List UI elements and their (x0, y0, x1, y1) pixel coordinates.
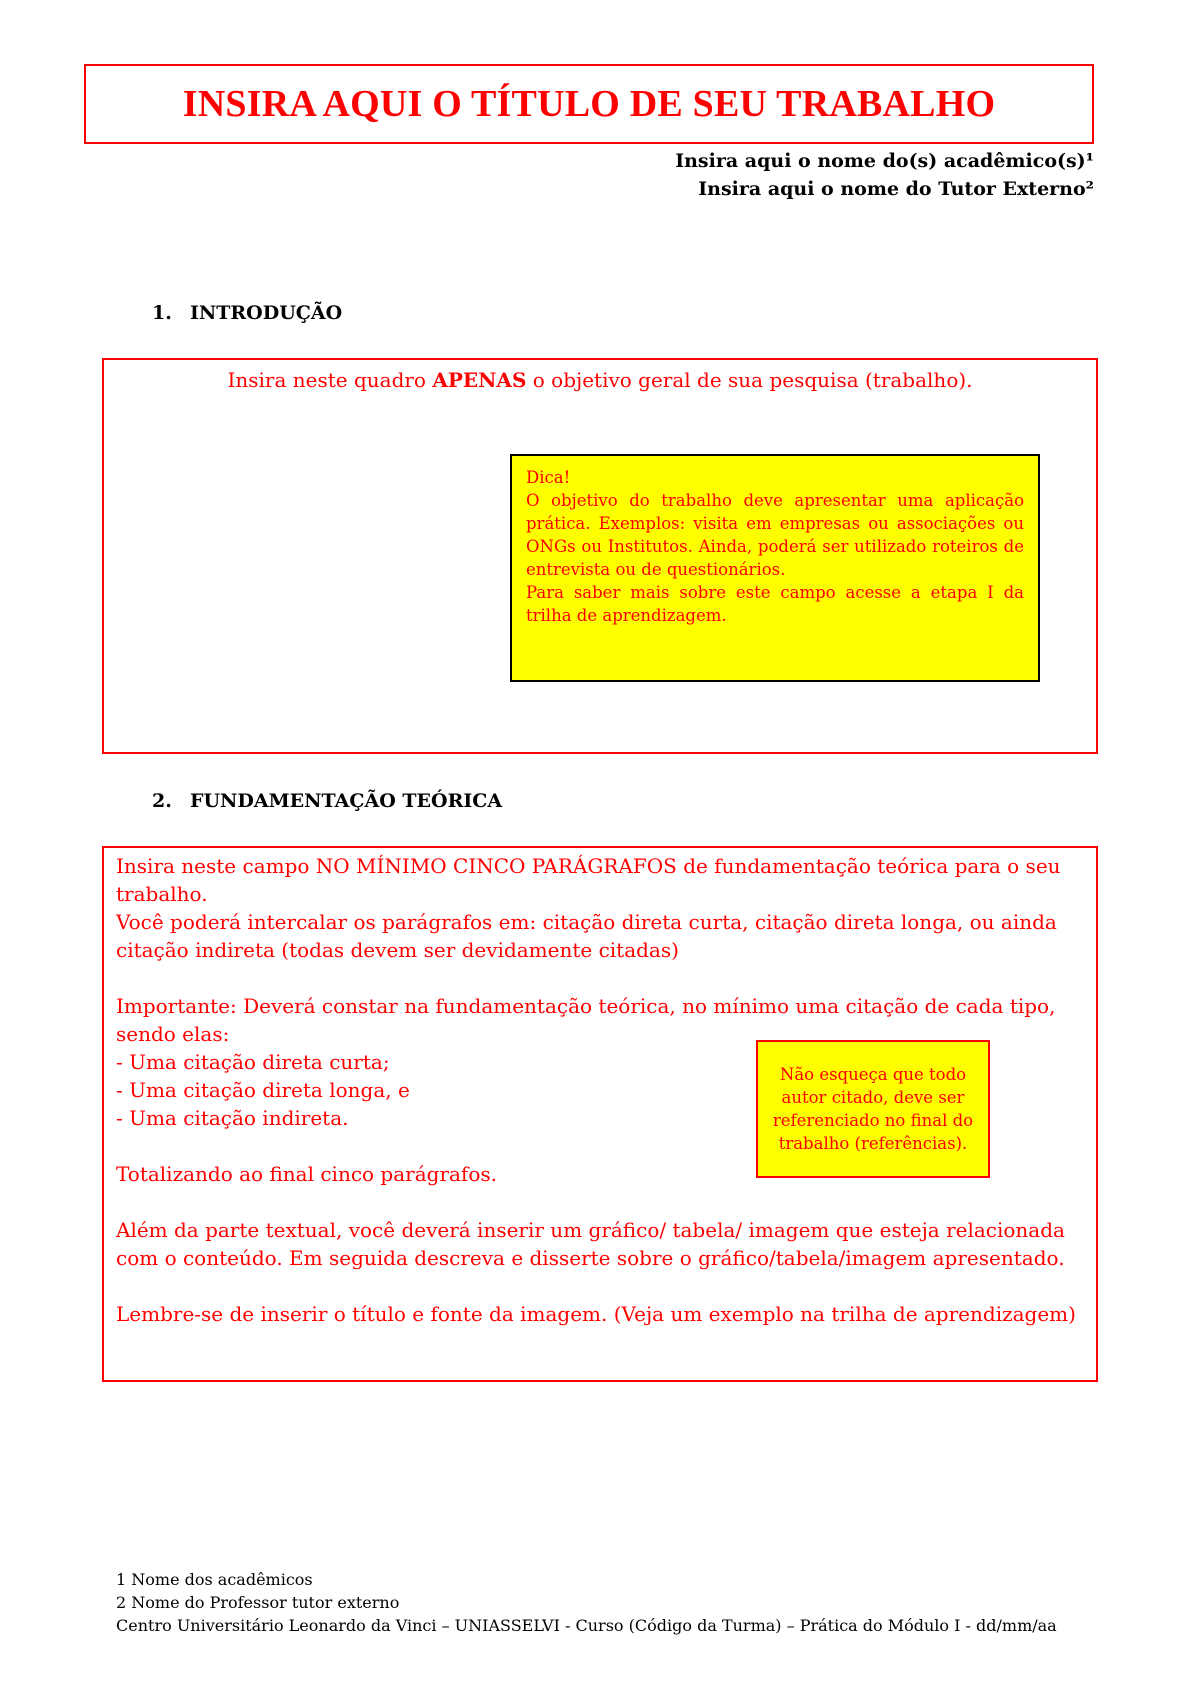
tip-title: Dica! (526, 468, 571, 487)
institution-line: Centro Universitário Leonardo da Vinci – UNIASSELVI - Curso (Código da Turma) – Prática do Módulo I - dd/mm/aa (116, 1616, 1057, 1635)
list-item: - Uma citação direta longa, e (116, 1078, 410, 1102)
tip-box (510, 454, 1040, 682)
instruction-text: o objetivo geral de sua pesquisa (trabalho). (526, 368, 973, 392)
list-item: - Uma citação direta curta; (116, 1050, 390, 1074)
list-item: - Uma citação indireta. (116, 1106, 349, 1130)
tip-body: O objetivo do trabalho deve apresentar uma aplicação prática. Exemplos: visita em empresas ou associações ou ONGs ou Institutos. Ainda, poderá ser utilizado roteiros de entrevista ou de questionários. (526, 491, 1024, 579)
reference-note-text: Não esqueça que todo autor citado, deve ser referenciado no final do trabalho (referências). (772, 1065, 974, 1153)
author-line: Insira aqui o nome do(s) acadêmico(s)¹ (675, 150, 1094, 172)
paragraph: Totalizando ao final cinco parágrafos. (116, 1162, 497, 1186)
section-title: FUNDAMENTAÇÃO TEÓRICA (190, 790, 503, 812)
section-number: 1. (152, 302, 172, 324)
paragraph: Importante: Deverá constar na fundamentação teórica, no mínimo uma citação de cada tipo, sendo elas: (116, 994, 1056, 1046)
section-heading-introduction (152, 302, 342, 324)
title-box (84, 64, 1094, 144)
section-number: 2. (152, 790, 172, 812)
footnote-1: 1 Nome dos acadêmicos (116, 1570, 313, 1589)
instruction-text: Insira neste quadro (227, 368, 433, 392)
introduction-instruction (104, 368, 1096, 392)
footer (116, 1568, 1057, 1637)
tip-more: Para saber mais sobre este campo acesse a etapa I da trilha de aprendizagem. (526, 583, 1024, 625)
reference-note-box (756, 1040, 990, 1178)
footnote-2: 2 Nome do Professor tutor externo (116, 1593, 400, 1612)
tutor-line: Insira aqui o nome do Tutor Externo² (698, 178, 1094, 200)
document-title: INSIRA AQUI O TÍTULO DE SEU TRABALHO (182, 83, 996, 125)
paragraph: Você poderá intercalar os parágrafos em: citação direta curta, citação direta longa, ou ainda citação indireta (todas devem ser devidamente citadas) (116, 910, 1057, 962)
section-title: INTRODUÇÃO (190, 302, 343, 324)
paragraph: Insira neste campo NO MÍNIMO CINCO PARÁGRAFOS de fundamentação teórica para o seu trabalho. (116, 854, 1061, 906)
paragraph: Além da parte textual, você deverá inserir um gráfico/ tabela/ imagem que esteja relacionada com o conteúdo. Em seguida descreva e disserte sobre o gráfico/tabela/imagem apresentado. (116, 1218, 1065, 1270)
paragraph: Lembre-se de inserir o título e fonte da imagem. (Veja um exemplo na trilha de aprendizagem) (116, 1302, 1076, 1326)
instruction-emphasis: APENAS (432, 368, 527, 392)
section-heading-fundamentacao (152, 790, 502, 812)
